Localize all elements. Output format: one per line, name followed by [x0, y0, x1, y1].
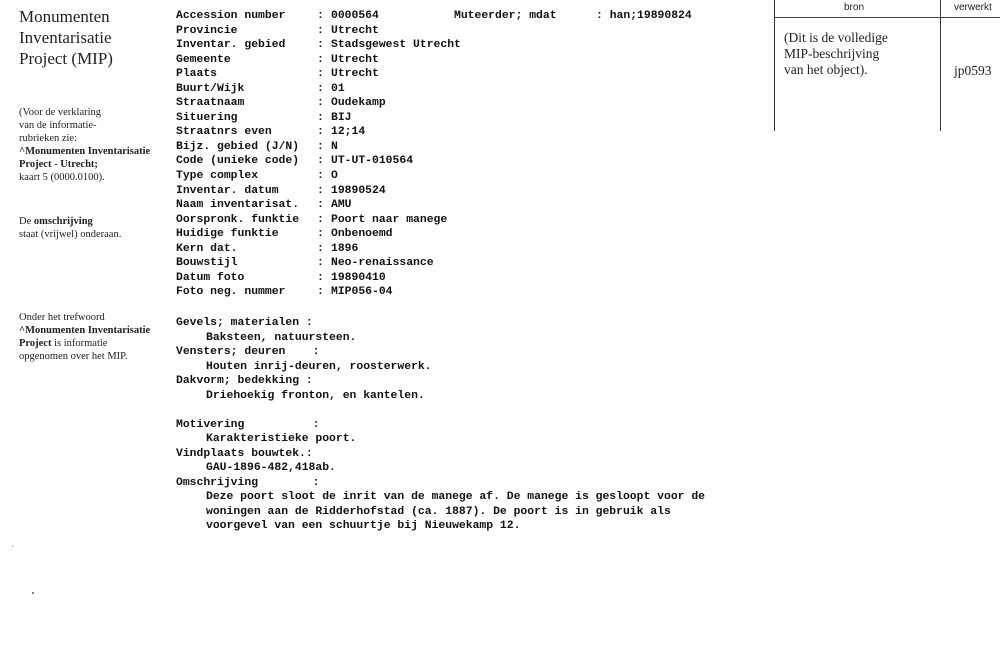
field-label: Buurt/Wijk [176, 82, 245, 95]
field-label: Accession number [176, 10, 286, 22]
field-value: MIP056-04 [331, 286, 393, 299]
field-label: Plaats [176, 68, 218, 81]
section-label: Motivering : [176, 418, 320, 431]
field-sep: : [317, 39, 324, 52]
field-sep: : [317, 213, 324, 226]
field-value: 1896 [331, 242, 359, 255]
field-label: Provincie [176, 24, 238, 37]
mutator-label: Muteerder; mdat [454, 10, 557, 22]
field-sep: : [317, 242, 324, 255]
field-value: O [331, 170, 338, 183]
scan-speck [32, 592, 34, 594]
note-line: opgenomen over het MIP. [19, 351, 128, 362]
field-sep: : [317, 170, 324, 183]
field-row [176, 82, 345, 97]
section-value: Houten inrij-deuren, roosterwerk. [206, 360, 432, 373]
field-label: Datum foto [176, 271, 245, 284]
field-row [176, 9, 692, 24]
note-line [19, 215, 121, 228]
field-value: 19890410 [331, 271, 386, 284]
section-label: Omschrijving : [176, 476, 320, 489]
field-sep: : [317, 82, 324, 95]
field-value: N [331, 140, 338, 153]
field-value: Onbenoemd [331, 228, 393, 241]
field-label: Bouwstijl [176, 257, 238, 270]
field-label: Kern dat. [176, 242, 238, 255]
note-line: van de informatie- [19, 120, 97, 131]
field-value: 19890524 [331, 184, 386, 197]
field-value: Neo-renaissance [331, 257, 434, 270]
header-verwerkt: verwerkt [954, 2, 992, 13]
field-sep: : [317, 257, 324, 270]
note-line: staat (vrijwel) onderaan. [19, 229, 122, 240]
mutator-value [596, 9, 692, 24]
field-sep: : [317, 155, 324, 168]
field-label: Oorspronk. funktie [176, 213, 300, 226]
field-label: Foto neg. nummer [176, 286, 286, 299]
note-bold-word: omschrijving [33, 216, 93, 227]
record-fields [176, 9, 692, 300]
field-row [176, 256, 434, 271]
mutator-value-text: han;19890824 [609, 10, 692, 22]
note-rest: is informatie [51, 338, 108, 349]
scan-speck [12, 546, 13, 547]
field-label: Situering [176, 111, 238, 124]
table-border [774, 0, 775, 131]
field-row [176, 213, 448, 228]
section-value: Baksteen, natuursteen. [206, 331, 357, 344]
section-value: Driehoekig fronton, en kantelen. [206, 389, 425, 402]
field-value: Stadsgewest Utrecht [331, 39, 461, 52]
field-row [176, 53, 379, 68]
title-line: Project (MIP) [19, 49, 113, 68]
field-label: Gemeente [176, 53, 231, 66]
section-label: Vensters; deuren : [176, 346, 320, 358]
bron-line: MIP-beschrijving [784, 46, 880, 61]
note-bold-word: Project [19, 338, 52, 349]
field-label: Inventar. gebied [176, 39, 286, 52]
note-bold-line: ^Monumenten Inventarisatie [19, 325, 151, 336]
field-sep: : [317, 286, 324, 299]
source-table [774, 0, 1000, 131]
note-line: kaart 5 (0000.0100). [19, 172, 105, 183]
field-row [176, 111, 352, 126]
note-line: (Voor de verklaring [19, 107, 102, 118]
field-value: Oudekamp [331, 97, 386, 110]
field-sep: : [317, 271, 324, 284]
field-row [176, 67, 379, 82]
section-label: Gevels; materialen : [176, 317, 313, 329]
field-sep: : [317, 228, 324, 241]
section-label: Dakvorm; bedekking : [176, 375, 313, 387]
field-row [176, 38, 461, 53]
field-label: Straatnrs even [176, 126, 272, 139]
description-block [176, 316, 705, 534]
field-value: Utrecht [331, 68, 379, 81]
field-sep: : [317, 10, 324, 22]
bron-line: (Dit is de volledige [784, 30, 888, 45]
field-value: 12;14 [331, 126, 366, 139]
note-line: Onder het trefwoord [19, 312, 105, 323]
field-row [176, 285, 393, 300]
field-row [176, 184, 386, 199]
field-sep: : [317, 184, 324, 197]
field-label: Straatnaam [176, 97, 245, 110]
header-bron: bron [844, 2, 865, 13]
field-label: Huidige funktie [176, 228, 279, 241]
field-label: Naam inventarisat. [176, 199, 300, 212]
field-sep: : [596, 10, 603, 22]
field-sep: : [317, 53, 324, 66]
field-value: UT-UT-010564 [331, 155, 414, 168]
bron-cell [784, 30, 888, 78]
title-line: Inventarisatie [19, 28, 112, 47]
field-row [176, 169, 338, 184]
description-line: Deze poort sloot de inrit van de manege af. De manege is gesloopt voor de [206, 491, 705, 503]
info-note [19, 106, 150, 184]
bron-line: van het object). [784, 62, 868, 77]
field-row [176, 125, 366, 140]
verwerkt-cell: jp0593 [954, 63, 992, 78]
document-title [19, 6, 113, 69]
field-row [176, 198, 352, 213]
field-value: Poort naar manege [331, 213, 448, 226]
field-label: Type complex [176, 170, 259, 183]
field-sep: : [317, 97, 324, 110]
table-divider [940, 0, 941, 131]
field-sep: : [317, 140, 324, 153]
field-row [176, 140, 338, 155]
field-sep: : [317, 24, 324, 37]
field-sep: : [317, 111, 324, 124]
field-label: Bijz. gebied (J/N) [176, 140, 300, 153]
field-label: Code (unieke code) [176, 155, 300, 168]
note-line: rubrieken zie: [19, 133, 78, 144]
field-row [176, 24, 379, 39]
field-sep: : [317, 199, 324, 212]
field-sep: : [317, 68, 324, 81]
field-value: Utrecht [331, 53, 379, 66]
field-row [176, 96, 386, 111]
note-bold-line: ^Monumenten Inventarisatie [19, 146, 151, 157]
field-value: AMU [331, 199, 352, 212]
note-line [19, 337, 150, 350]
field-row [176, 227, 393, 242]
description-line: woningen aan de Ridderhofstad (ca. 1887). De poort is in gebruik als [206, 505, 671, 518]
field-value: 01 [331, 82, 345, 95]
mip-note [19, 311, 150, 363]
note-prefix: De [19, 216, 34, 227]
field-row [176, 242, 359, 257]
field-row [176, 271, 386, 286]
note-bold-line: Project - Utrecht; [19, 159, 98, 170]
field-row [176, 154, 414, 169]
spacer [176, 403, 705, 418]
field-value: 0000564 [331, 10, 379, 22]
field-label: Inventar. datum [176, 184, 279, 197]
field-value: Utrecht [331, 24, 379, 37]
field-sep: : [317, 126, 324, 139]
section-label: Vindplaats bouwtek.: [176, 447, 313, 460]
description-note [19, 215, 121, 241]
header-rule [774, 17, 1000, 18]
section-value: GAU-1896-482,418ab. [206, 462, 336, 474]
description-line: voorgevel van een schuurtje bij Nieuwekamp 12. [206, 520, 521, 532]
title-line: Monumenten [19, 7, 110, 26]
field-value: BIJ [331, 111, 352, 124]
section-value: Karakteristieke poort. [206, 433, 357, 445]
